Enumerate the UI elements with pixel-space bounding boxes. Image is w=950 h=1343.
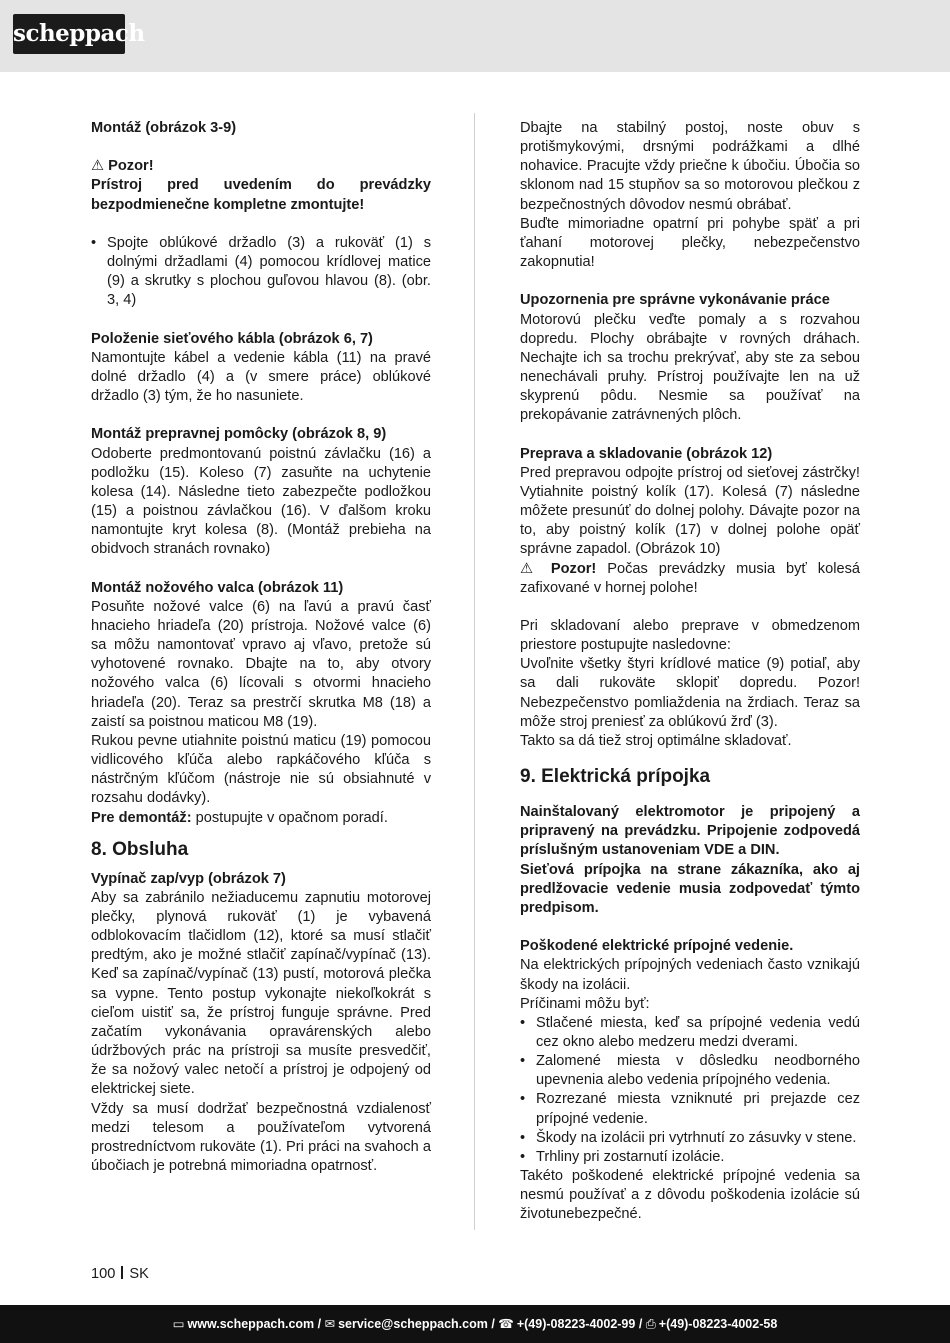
page-number-value: 100 — [91, 1266, 116, 1282]
footer-email[interactable]: service@scheppach.com — [338, 1317, 488, 1331]
pozor-text: Prístroj pred uvedením do prevádzky bezpodmienečne kompletne zmontujte! — [91, 177, 431, 213]
conclusion-text: Takéto poškodené elektrické prípojné vedenia sa nesmú používať a z dôvodu poškodenia izolácie sú životunebezpečné. — [520, 1168, 860, 1223]
demontaz-text: postupujte v opačnom poradí. — [191, 809, 388, 826]
left-column — [91, 119, 431, 1176]
page-number-separator — [121, 1266, 123, 1279]
list-item: • Trhliny pri zostarnutí izolácie. — [520, 1148, 860, 1167]
footer-phone: +(49)-08223-4002-99 — [516, 1317, 636, 1331]
upozornenia-heading: Upozornenia pre správne vykonávanie práce — [520, 292, 830, 309]
upozornenia-text: Motorovú plečku veďte pomaly a s rozvahou dopredu. Plochy obrábajte v rovných dráhach. Nechajte ich sa trochu prekrývať, aby ste za sebou nenechávali pruhy. Prístroj používajte len na už skyprenú pôdu. Nesmie sa používať na prekopávanie zatrávnených plôch. — [520, 311, 860, 424]
preprava-pozor — [520, 560, 860, 598]
page-number — [91, 1265, 149, 1283]
footer-fax: +(49)-08223-4002-58 — [658, 1317, 778, 1331]
takto-text: Takto sa dá tiež stroj optimálne skladovať. — [520, 732, 792, 749]
noz-text-1: Posuňte nožové valce (6) na ľavú a pravú časť hnacieho hriadeľa (20) prístroja. Nožové valce (6) sa môžu namontovať vpravo aj vľavo, pretože sú vyhotovené rovnako. Dbajte na to, aby otvory nožového valca (6) lícovali s otvormi hnacieho hriadeľa (20). Teraz sa prestrčí skrutka M8 (18) a zaistí sa poistnou maticou M8 (19). — [91, 598, 431, 730]
noz-text-2: Rukou pevne utiahnite poistnú maticu (19) pomocou vidlicového kľúča alebo rapkáčového kľúča s nástrčným kľúčom (nástroje nie sú obsiahnuté v rozsahu dodávky). — [91, 732, 431, 807]
page-header — [0, 0, 950, 72]
pozor-label: Pozor! — [550, 560, 597, 577]
warning-icon: ⚠ — [520, 560, 540, 577]
footer-web[interactable]: www.scheppach.com — [187, 1317, 315, 1331]
mail-icon: ✉ — [324, 1317, 336, 1331]
kabel-heading: Položenie sieťového kábla (obrázok 6, 7) — [91, 330, 373, 347]
noz-heading: Montáž nožového valca (obrázok 11) — [91, 579, 344, 596]
computer-icon: ▭ — [172, 1317, 185, 1331]
stability-text: Dbajte na stabilný postoj, noste obuv s protišmykovými, drsnými podrážkami a dlhé nohavice. Pracujte vždy priečne k úbočiu. Úbočia so sklonom nad 15 stupňov sa so motorovou plečkou z bezpečnostných dôvodov nesmú obrábať. — [520, 120, 860, 213]
preprava-heading: Preprava a skladovanie (obrázok 12) — [520, 445, 773, 462]
scheppach-logo: scheppach — [13, 14, 125, 54]
priciny-bullet-list — [520, 1014, 860, 1167]
preprava-text: Pred prepravou odpojte prístroj od sieťovej zástrčky! Vytiahnite poistný kolík (17). Kolesá (7) následne môžete presunúť do dolnej polohy. Dávajte pozor na to, aby poistný kolík (17) v dolnej polohe opäť správne zapadol. (Obrázok 10) — [520, 464, 860, 558]
list-item: • Zalomené miesta v dôsledku neodborného upevnenia alebo vedenia prípojného vedenia. — [520, 1052, 860, 1090]
warning-icon: ⚠ — [91, 158, 105, 175]
montaz-heading: Montáž (obrázok 3-9) — [91, 120, 237, 136]
elektro-bold-2: Sieťová prípojka na strane zákazníka, ako aj predlžovacie vedenie musia zodpovedať týmto predpisom. — [520, 861, 860, 916]
poskodene-text: Na elektrických prípojných vedeniach často vznikajú škody na izolácii. — [520, 957, 860, 993]
uvolnite-text: Uvoľnite všetky štyri krídlové matice (9) potiaľ, aby sa dali rukoväte sklopiť dopredu. Pozor! Nebezpečenstvo pomliaždenia na žrdiach. Teraz sa môže stroj preniesť za oblúkovú žrď (3). — [520, 656, 860, 730]
list-item: • Rozrezané miesta vzniknuté pri prejazde cez prípojné vedenie. — [520, 1090, 860, 1128]
montaz-bullet-list — [91, 234, 431, 311]
section-9-title: 9. Elektrická prípojka — [520, 766, 711, 788]
list-item: • Škody na izolácii pri vytrhnutí zo zásuvky v stene. — [520, 1129, 860, 1148]
phone-icon: ☎ — [498, 1317, 514, 1331]
page-language: SK — [129, 1266, 149, 1282]
vypinac-text-1: Aby sa zabránilo nežiaducemu zapnutiu motorovej plečky, plynová rukoväť (1) je vybavená odblokovacím tlačidlom (12), ktoré sa musí stlačiť predtým, ako je možné stlačiť zapínač/vypínač (13). Keď sa zapínač/vypínač (13) pustí, motorová plečka sa vypne. Tento postup vykonajte niekoľkokrát s cieľom uistiť sa, že prístroj funguje správne. Pred začatím vykonávania opravárenských alebo údržbových prác na prístroji sa musíte presvedčiť, že sa nožový valec netočí a prístroj je odpojený od elektrickej siete. — [91, 889, 431, 1098]
section-8-title: 8. Obsluha — [91, 838, 189, 860]
kabel-text: Namontujte kábel a vedenie kábla (11) na pravé dolné držadlo (4) a (v smere práce) oblúkové držadlo (3) tým, že ho nasuniete. — [91, 349, 431, 405]
prepravna-heading: Montáž prepravnej pomôcky (obrázok 8, 9) — [91, 426, 387, 443]
pozor-title-text: Pozor! — [108, 158, 154, 175]
prepravna-text: Odoberte predmontovanú poistnú závlačku (16) a podložku (15). Koleso (7) zasuňte na uchytenie kolesa (14). Následne tieto zabezpečte podložkou (15) a poistnou závlačkou (16). V ďalšom kroku namontujte kryt kolesa (8). (Montáž prebieha na obidvoch stranách rovnako) — [91, 445, 431, 558]
right-column — [520, 119, 860, 1225]
list-item: • Stlačené miesta, keď sa prípojné vedenia vedú cez okno alebo medzeru medzi dverami. — [520, 1014, 860, 1052]
vypinac-text-2: Vždy sa musí dodržať bezpečnostná vzdialenosť medzi telesom a používateľom vytvorená prostredníctvom rukoväte (1). Pri práci na svahoch a úbočiach je potrebná mimoriadna opatrnosť. — [91, 1100, 431, 1175]
demontaz-label: Pre demontáž: — [91, 809, 192, 826]
column-divider — [474, 113, 475, 1230]
page-footer: ▭ www.scheppach.com / ✉ service@scheppach.com / ☎ +(49)-08223-4002-99 / ⎙ +(49)-08223-4002-58 — [0, 1305, 950, 1343]
pozor-title — [91, 157, 431, 176]
demontaz-paragraph — [91, 809, 431, 828]
vypinac-heading: Vypínač zap/vyp (obrázok 7) — [91, 870, 286, 887]
backward-text: Buďte mimoriadne opatrní pri pohybe späť a pri ťahaní motorovej plečky, nebezpečenstvo zakopnutia! — [520, 215, 860, 271]
priciny-text: Príčinami môžu byť: — [520, 995, 650, 1012]
pozor-text-right: Počas prevádzky musia byť kolesá zafixované v hornej polohe! — [520, 560, 860, 596]
list-item: • Spojte oblúkové držadlo (3) a rukoväť (1) s dolnými držadlami (4) pomocou krídlovej matice (9) a skrutky s plochou guľovou hlavou (8). (obr. 3, 4) — [91, 234, 431, 311]
fax-icon: ⎙ — [645, 1317, 656, 1331]
skladovani-text: Pri skladovaní alebo preprave v obmedzenom priestore postupujte nasledovne: — [520, 618, 860, 654]
elektro-bold-1: Nainštalovaný elektromotor je pripojený a pripravený na prevádzku. Pripojenie zodpovedá príslušným ustanoveniam VDE a DIN. — [520, 804, 860, 859]
poskodene-heading: Poškodené elektrické prípojné vedenie. — [520, 938, 794, 955]
